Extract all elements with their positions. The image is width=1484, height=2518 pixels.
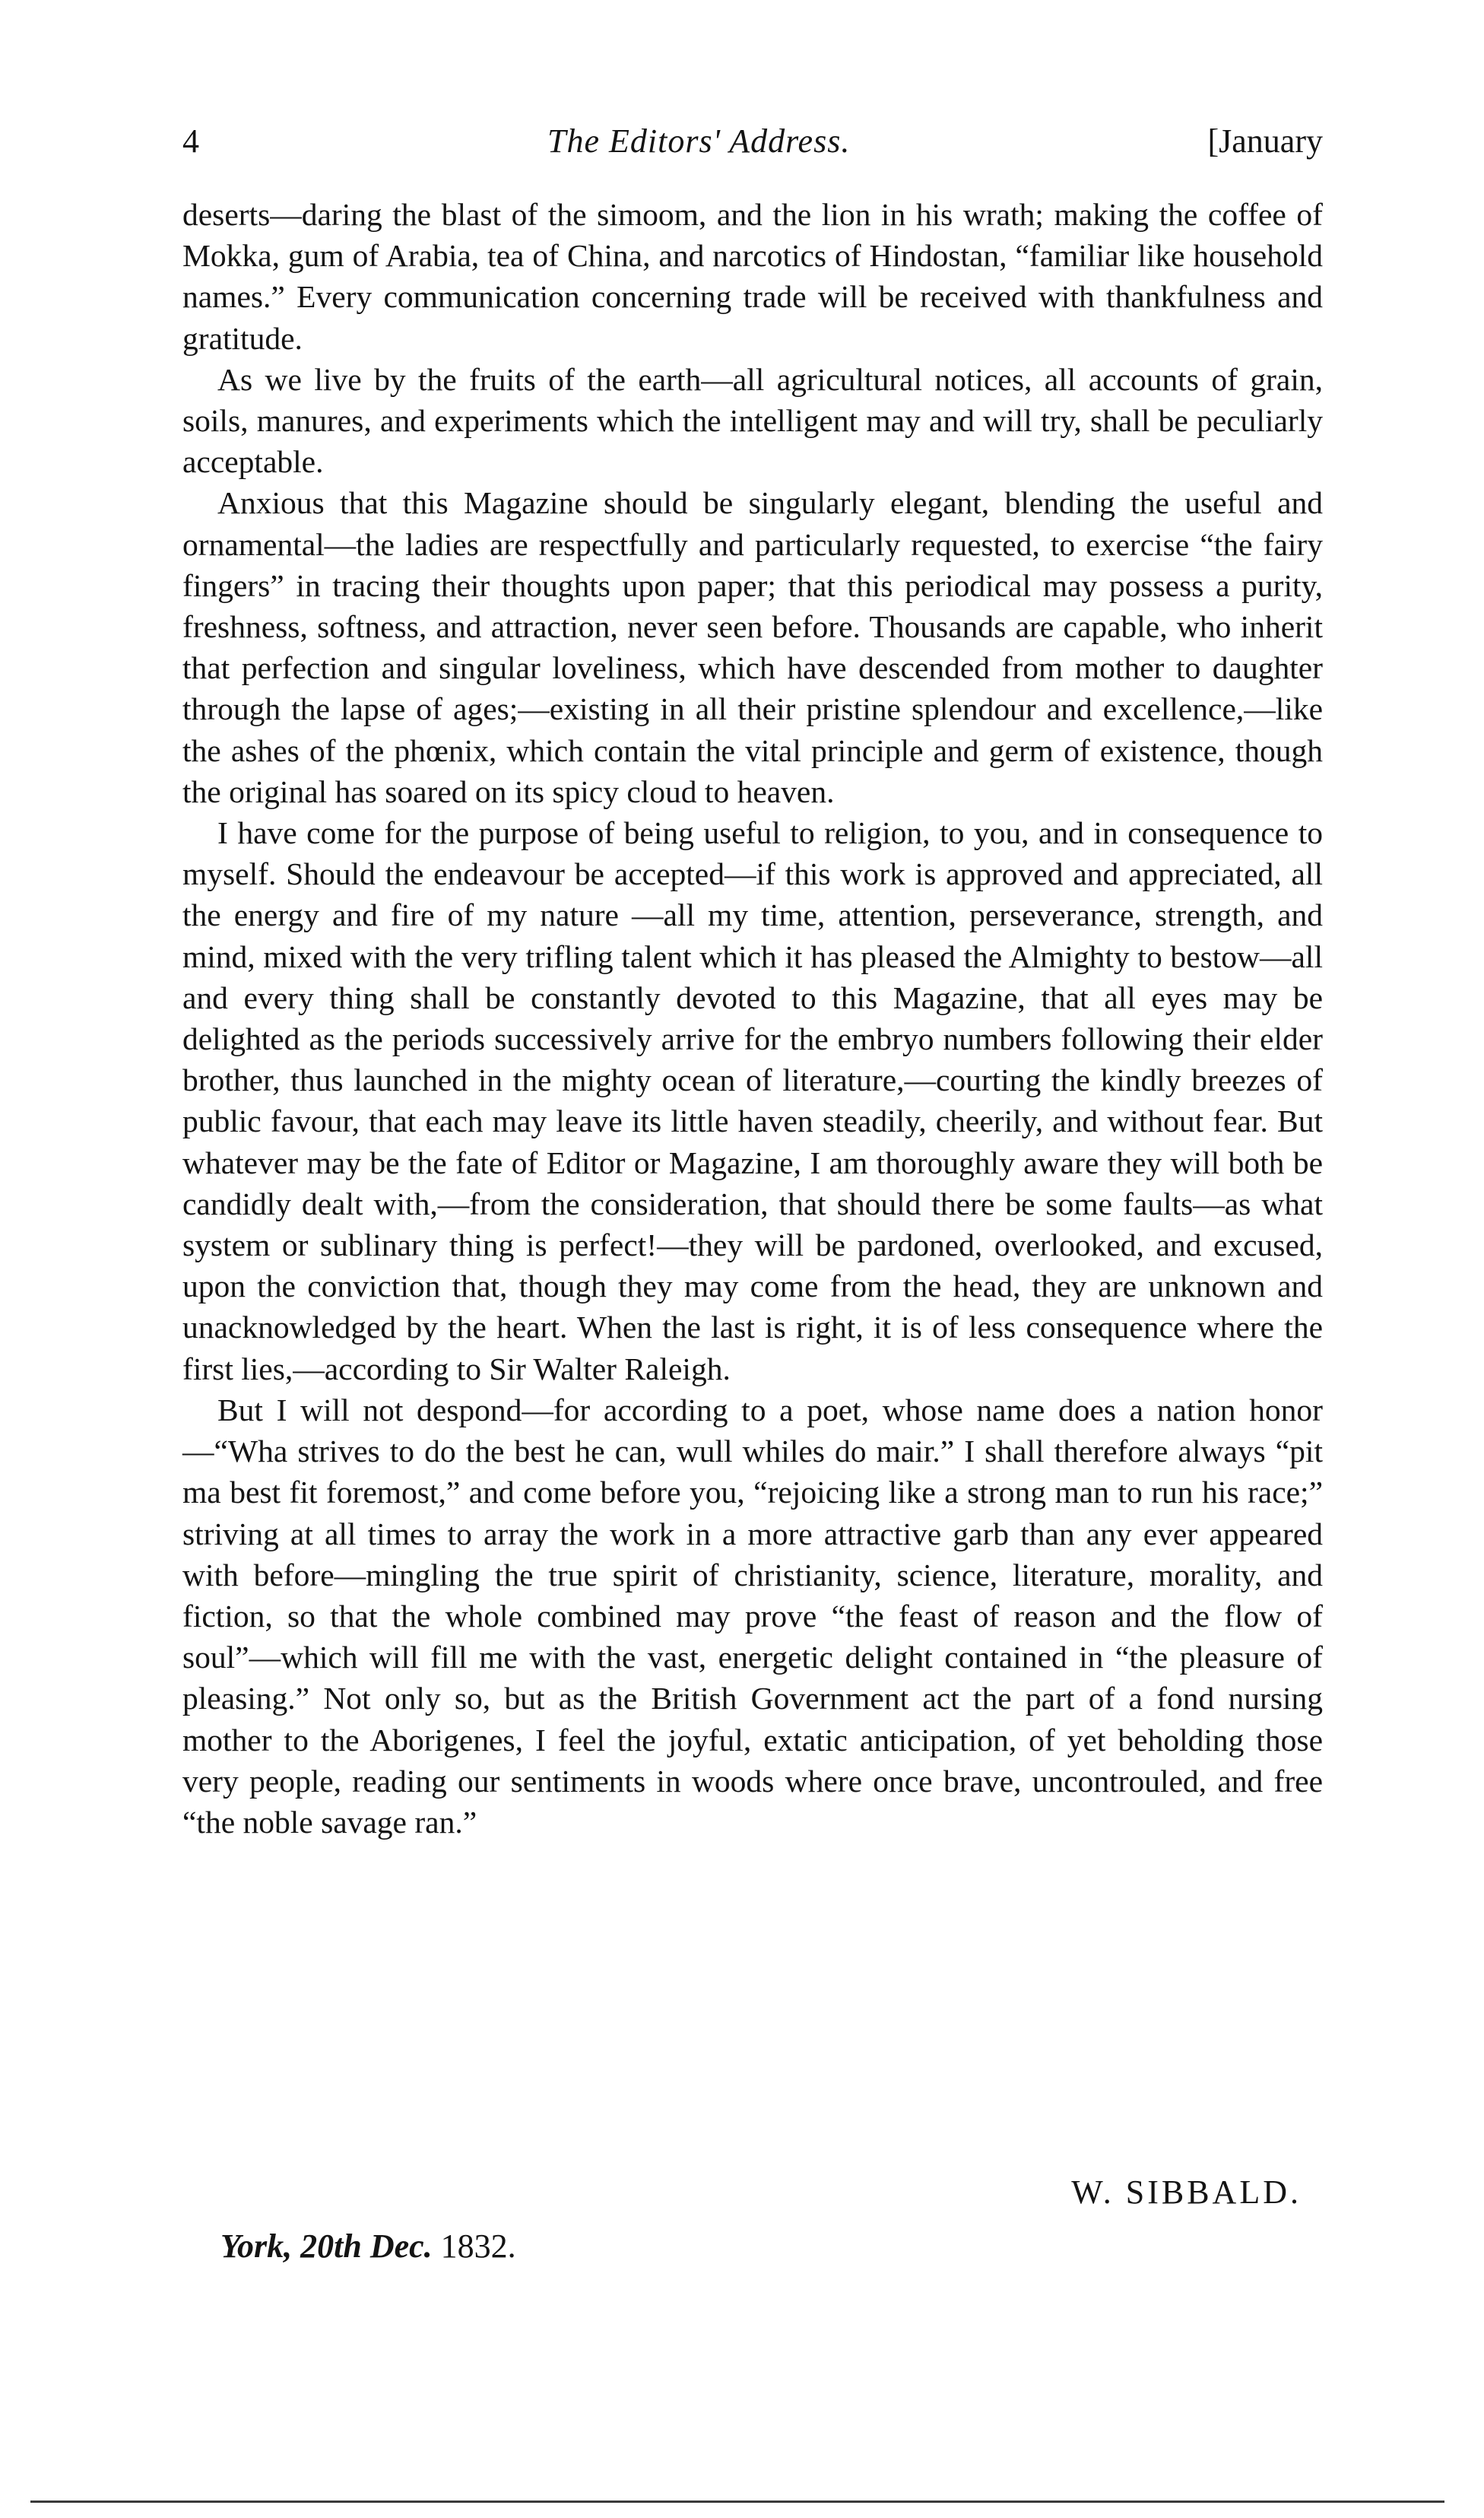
- paragraph-resolve: But I will not despond—for according to a poet, whose name does a nation honor—“Wha strives to do the best he can, wull whiles do mair.” I shall therefore always “pit ma best fit foremost,” and come before you, “rejoicing like a strong man to run his race;” striving at all times to array the work in a more attractive garb than any ever appeared with before—mingling the true spirit of christianity, science, literature, morality, and fiction, so that the whole combined may prove “the feast of reason and the flow of soul”—which will fill me with the vast, energetic delight contained in “the pleasure of pleasing.” Not only so, but as the British Government act the part of a fond nursing mother to the Aborigenes, I feel the joyful, extatic anticipation, of yet beholding those very people, reading our sentiments in woods where once brave, uncontrouled, and free “the noble savage ran.”: [182, 1392, 1323, 1840]
- header-month: [January: [1207, 122, 1323, 160]
- body-text: [182, 194, 1323, 1843]
- page-number: 4: [182, 122, 199, 160]
- running-title: The Editors' Address.: [547, 122, 851, 160]
- paragraph-purpose: I have come for the purpose of being useful to religion, to you, and in consequence to myself. Should the endeavour be accepted—if this work is approved and appreciated, all the energy and fire of my nature —all my time, attention, perseverance, strength, and mind, mixed with the very trifling talent which it has pleased the Almighty to bestow—all and every thing shall be constantly devoted to this Magazine, that all eyes may be delighted as the periods successively arrive for the embryo numbers following their elder brother, thus launched in the mighty ocean of literature,—courting the kindly breezes of public favour, that each may leave its little haven steadily, cheerily, and without fear. But whatever may be the fate of Editor or Magazine, I am thoroughly aware they will both be candidly dealt with,—from the consideration, that should there be some faults—as what system or sublinary thing is perfect!—they will be pardoned, overlooked, and excused, upon the conviction that, though they may come from the head, they are unknown and unacknowledged by the heart. When the last is right, it is of less consequence where the first lies,—according to Sir Walter Raleigh.: [182, 815, 1323, 1386]
- dateline-place-date: York, 20th Dec.: [220, 2227, 433, 2265]
- dateline-year: 1832.: [440, 2227, 516, 2265]
- footer-rule: [30, 2501, 1444, 2503]
- page-header: [182, 122, 1323, 175]
- dateline: [220, 2227, 516, 2266]
- signature: W. SIBBALD.: [1071, 2173, 1302, 2211]
- paragraph-trade: deserts—daring the blast of the simoom, and the lion in his wrath; making the coffee of Mokka, gum of Arabia, tea of China, and narcotics of Hindostan, “familiar like household names.” Every communication concerning trade will be received with thankfulness and gratitude.: [182, 197, 1323, 356]
- paragraph-agriculture: As we live by the fruits of the earth—all agricultural notices, all accounts of grain, soils, manures, and experiments which the intelligent may and will try, shall be peculiarly acceptable.: [182, 361, 1323, 480]
- paragraph-ladies: Anxious that this Magazine should be singularly elegant, blending the useful and ornamental—the ladies are respectfully and particularly requested, to exercise “the fairy fingers” in tracing their thoughts upon paper; that this periodical may possess a purity, freshness, softness, and attraction, never seen before. Thousands are capable, who inherit that perfection and singular loveliness, which have descended from mother to daughter through the lapse of ages;—existing in all their pristine splendour and excellence,—like the ashes of the phœnix, which contain the vital principle and germ of existence, though the original has soared on its spicy cloud to heaven.: [182, 485, 1323, 809]
